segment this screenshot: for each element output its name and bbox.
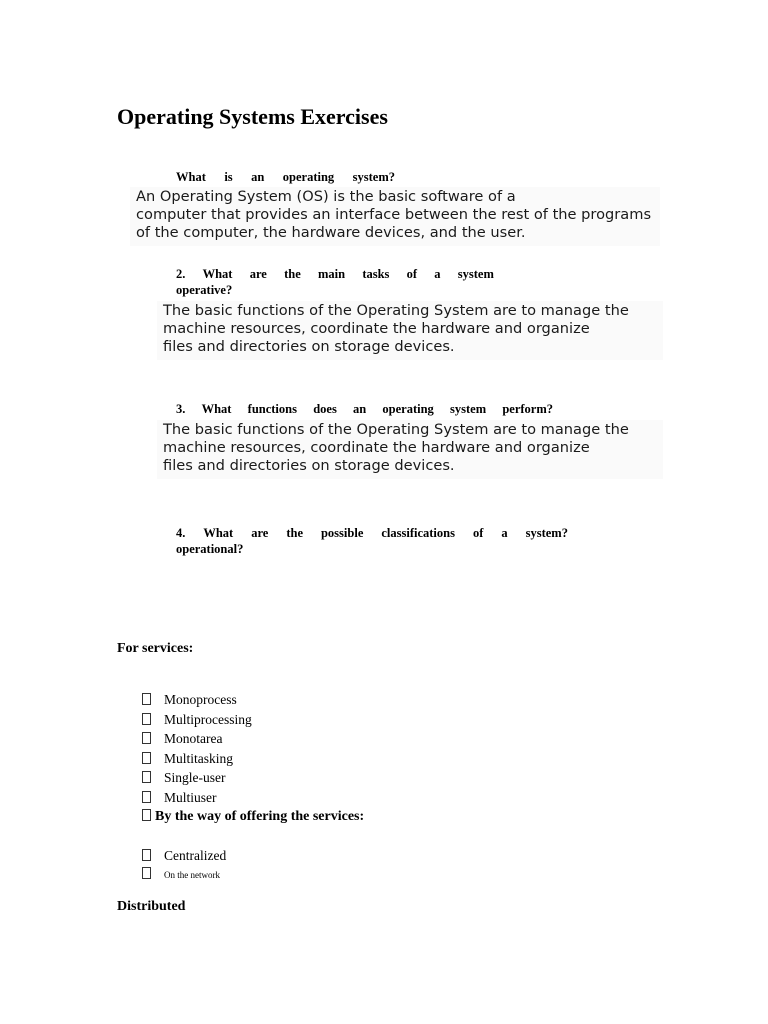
list-item: Centralized <box>140 846 226 866</box>
offering-heading: By the way of offering the services: <box>140 809 364 825</box>
checkbox-glyph-icon <box>142 732 151 744</box>
distributed-label: Distributed <box>117 899 186 914</box>
checkbox-glyph-icon <box>142 809 151 821</box>
services-list <box>140 690 252 808</box>
answer-3: The basic functions of the Operating System are to manage the machine resources, coordinate the hardware and organize files and directories on storage devices. <box>157 420 663 479</box>
list-item: Multiuser <box>140 788 252 808</box>
answer-1: An Operating System (OS) is the basic software of a computer that provides an interface between the rest of the programs of the computer, the hardware devices, and the user. <box>130 187 660 246</box>
list-item: Single-user <box>140 768 252 788</box>
list-item: Multiprocessing <box>140 710 252 730</box>
list-item: Monotarea <box>140 729 252 749</box>
list-item: Multitasking <box>140 749 252 769</box>
list-item: On the network <box>140 866 226 882</box>
offering-list <box>140 846 226 882</box>
checkbox-glyph-icon <box>142 771 151 783</box>
checkbox-glyph-icon <box>142 867 151 879</box>
checkbox-glyph-icon <box>142 849 151 861</box>
checkbox-glyph-icon <box>142 713 151 725</box>
checkbox-glyph-icon <box>142 752 151 764</box>
page-title: Operating Systems Exercises <box>117 104 388 129</box>
question-3: 3. What functions does an operating system perform? <box>176 402 553 416</box>
question-1: What is an operating system? <box>176 170 395 184</box>
question-2: 2. What are the main tasks of a system operative? <box>176 267 494 297</box>
checkbox-glyph-icon <box>142 693 151 705</box>
checkbox-glyph-icon <box>142 791 151 803</box>
question-4: 4. What are the possible classifications of a system? operational? <box>176 526 568 556</box>
services-heading: For services: <box>117 641 194 656</box>
answer-2: The basic functions of the Operating System are to manage the machine resources, coordinate the hardware and organize files and directories on storage devices. <box>157 301 663 360</box>
list-item: Monoprocess <box>140 690 252 710</box>
